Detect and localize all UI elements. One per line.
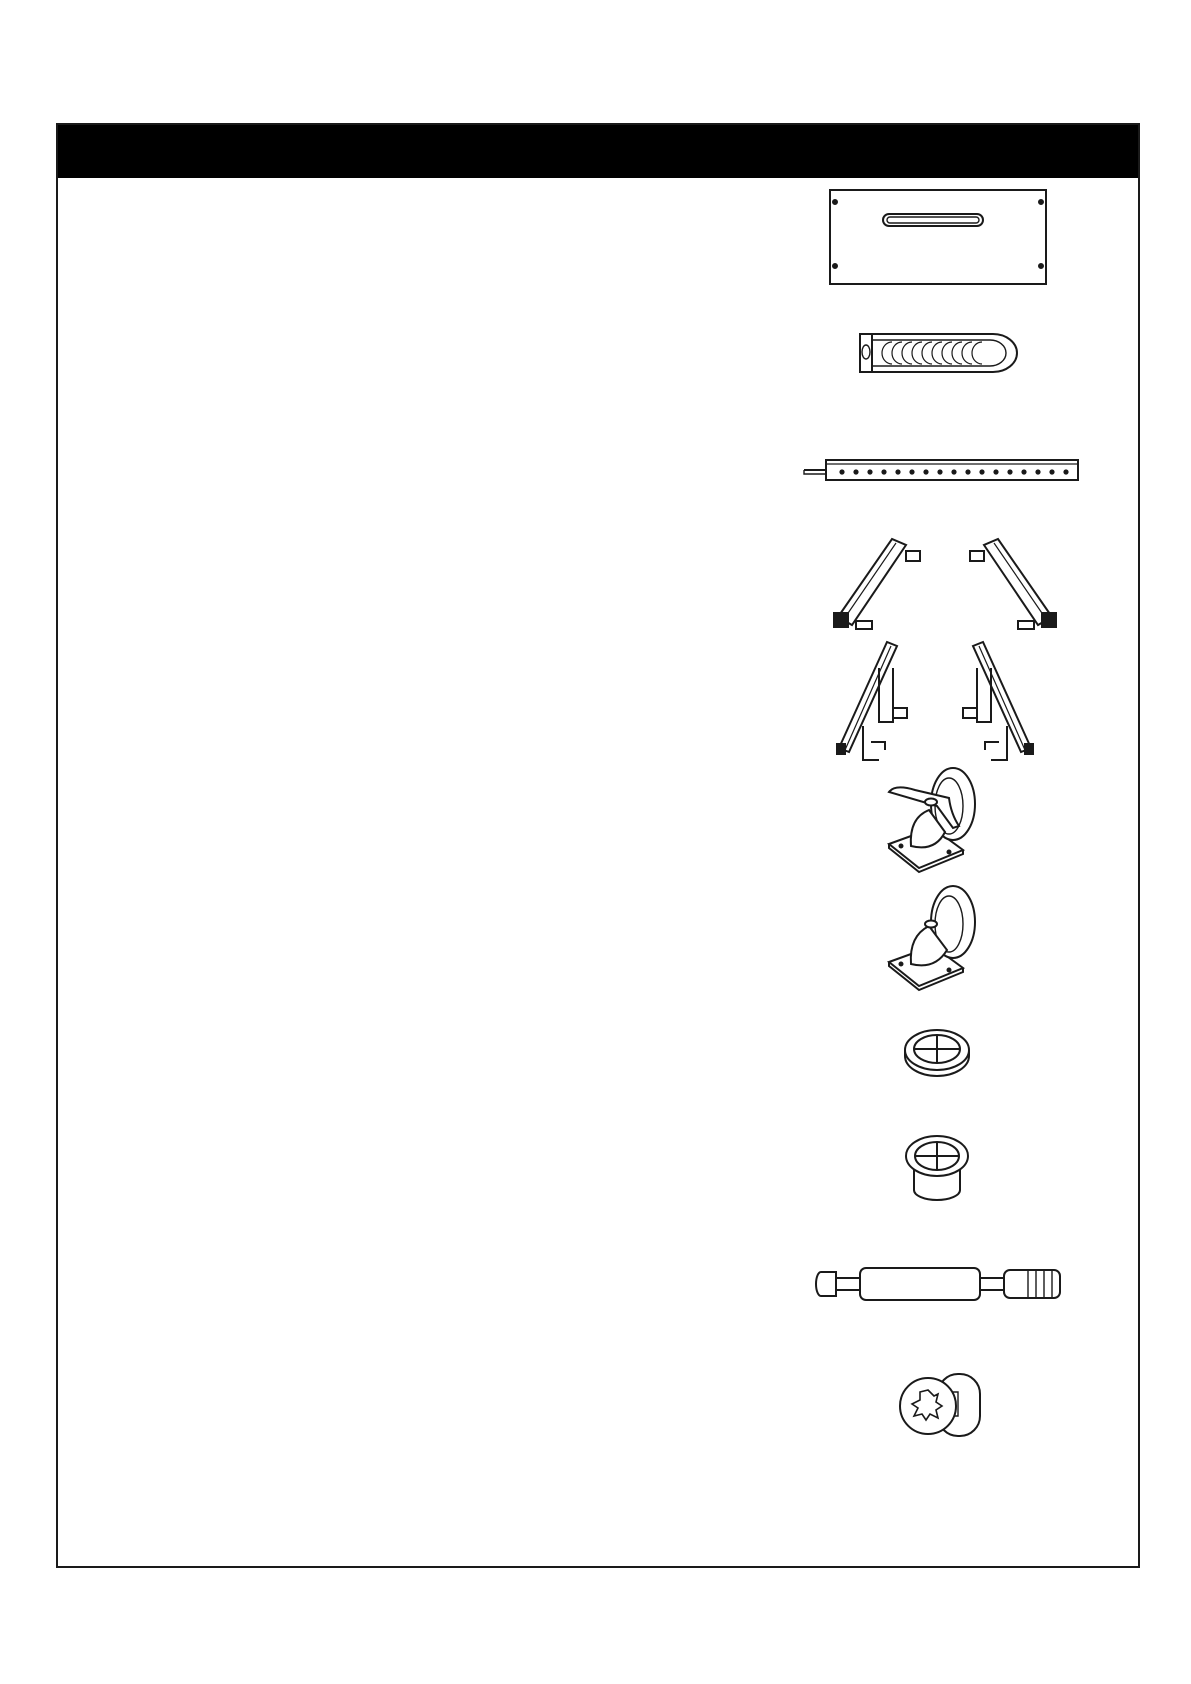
connector-bolt-illustration (818, 1264, 1064, 1304)
hole-cap-deep-illustration (902, 1132, 972, 1202)
locking-caster-illustration (883, 762, 993, 874)
drawer-slide-pair-a-illustration (830, 535, 1060, 635)
hinge-handle-bracket-illustration (858, 330, 1020, 374)
cam-lock-illustration (898, 1368, 984, 1444)
hole-cap-flat-illustration (902, 1024, 972, 1080)
slotted-angle-rail-illustration (802, 456, 1082, 484)
drawer-front-panel-illustration (828, 188, 1048, 286)
swivel-caster-illustration (883, 880, 993, 992)
drawer-slide-pair-b-illustration (835, 638, 1035, 768)
header-bar (58, 125, 1138, 178)
